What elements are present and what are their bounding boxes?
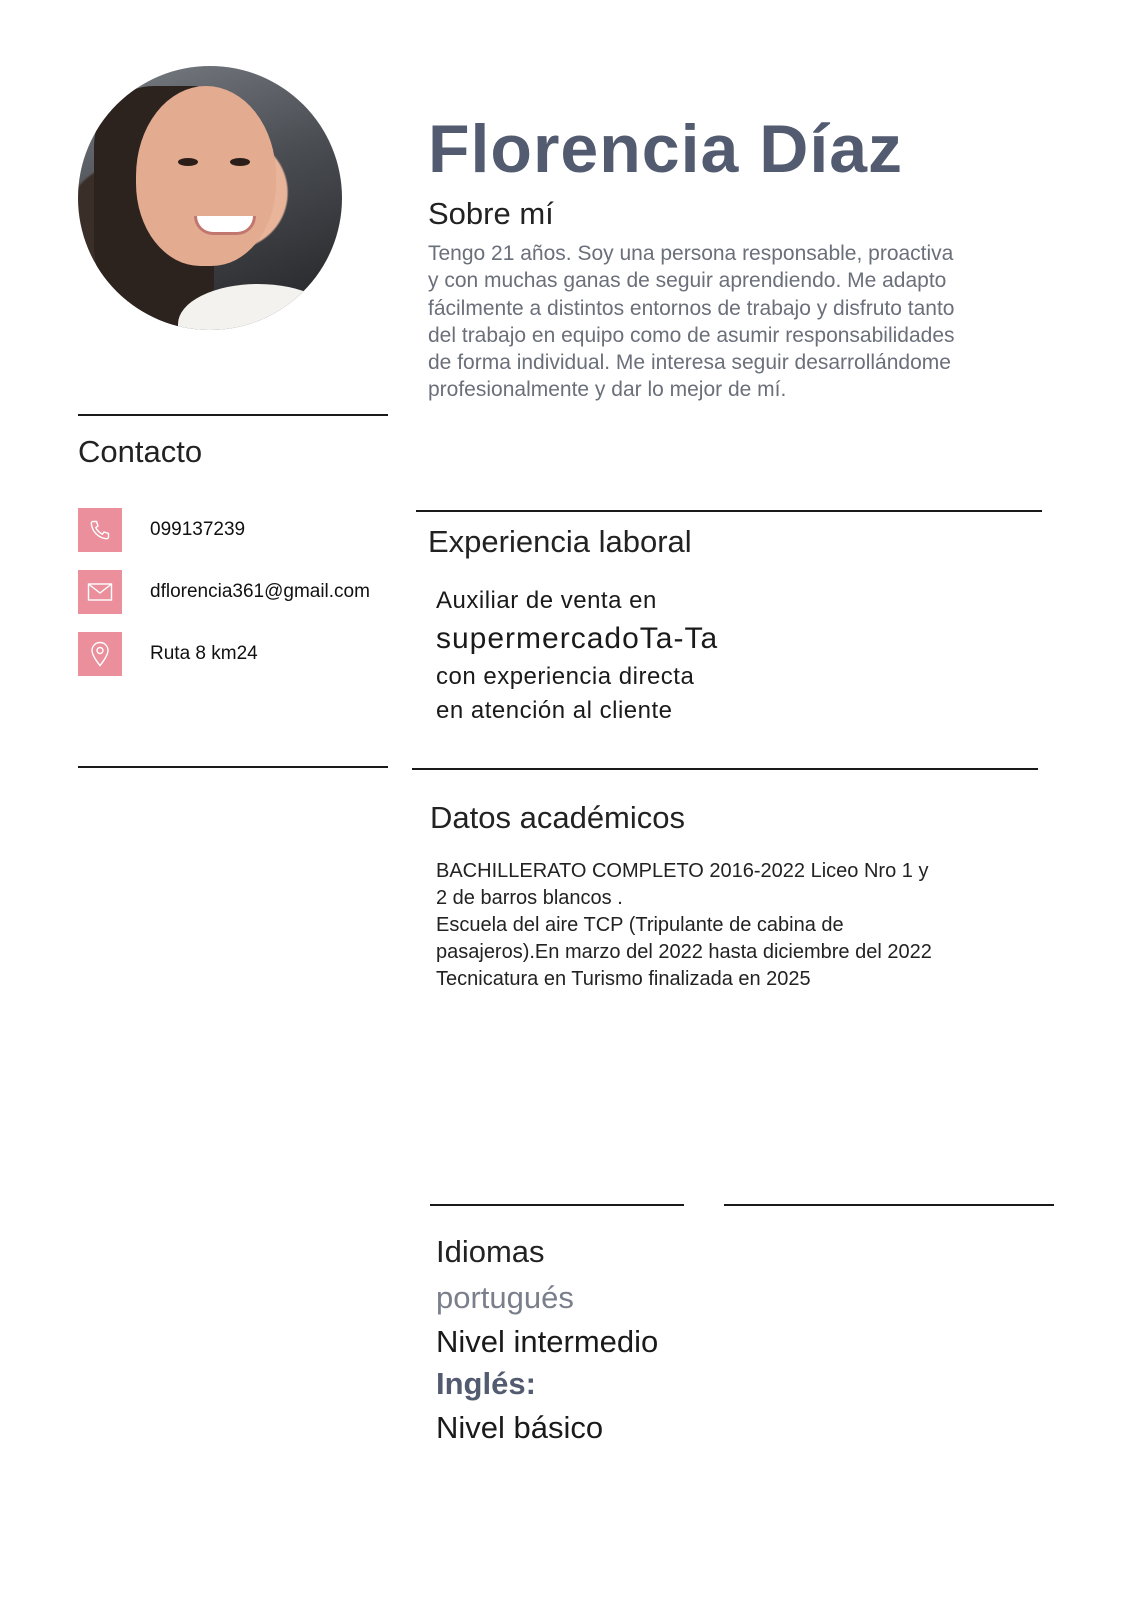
about-text: Tengo 21 años. Soy una persona responsable, proactiva y con muchas ganas de seguir aprendiendo. Me adapto fácilmente a distintos entornos de trabajo y disfruto tanto del trabajo en equipo como de asumir responsabilidades de forma individual. Me interesa seguir desarrollándome profesionalmente y dar lo mejor de mí. [428,242,955,402]
contact-heading: Contacto [78,434,203,469]
experience-line: Auxiliar de venta en [436,587,657,614]
language-name: Inglés: [436,1366,536,1401]
academic-body [436,858,936,993]
experience-line: supermercadoTa-Ta [436,622,719,655]
photo-face [136,86,276,266]
languages-divider-right [724,1204,1054,1206]
phone-icon [78,508,122,552]
academic-entry: Tecnicatura en Turismo finalizada en 2025 [436,968,811,990]
contact-email-row [78,570,370,614]
language-name: portugués [436,1280,574,1315]
contact-phone-row [78,508,245,552]
experience-top-divider [416,510,1042,512]
contact-address-text: Ruta 8 km24 [150,643,258,664]
about-heading: Sobre mí [428,196,554,231]
experience-body [436,584,718,728]
experience-line: con experiencia directa [436,663,695,690]
contact-phone-text: 099137239 [150,519,246,540]
language-level: Nivel básico [436,1410,604,1445]
mail-icon [78,570,122,614]
profile-photo [78,66,342,330]
experience-heading: Experiencia laboral [428,524,692,559]
contact-address-row [78,632,258,676]
academic-top-divider [412,768,1038,770]
photo-smile [194,216,256,235]
photo-eye-right [230,158,250,166]
academic-entry: BACHILLERATO COMPLETO 2016-2022 Liceo Nro 1 y 2 de barros blancos . [436,860,929,909]
languages-heading: Idiomas [436,1234,545,1269]
experience-line: en atención al cliente [436,697,673,724]
photo-eye-left [178,158,198,166]
contact-email-text: dflorencia361@gmail.com [150,581,370,602]
academic-entry: Escuela del aire TCP (Tripulante de cabina de pasajeros).En marzo del 2022 hasta diciembre del 2022 [436,914,932,963]
person-name: Florencia Díaz [428,111,904,187]
contact-bottom-divider [78,766,388,768]
contact-top-divider [78,414,388,416]
academic-heading: Datos académicos [430,800,686,835]
languages-divider-left [430,1204,684,1206]
language-level: Nivel intermedio [436,1324,659,1359]
location-pin-icon [78,632,122,676]
